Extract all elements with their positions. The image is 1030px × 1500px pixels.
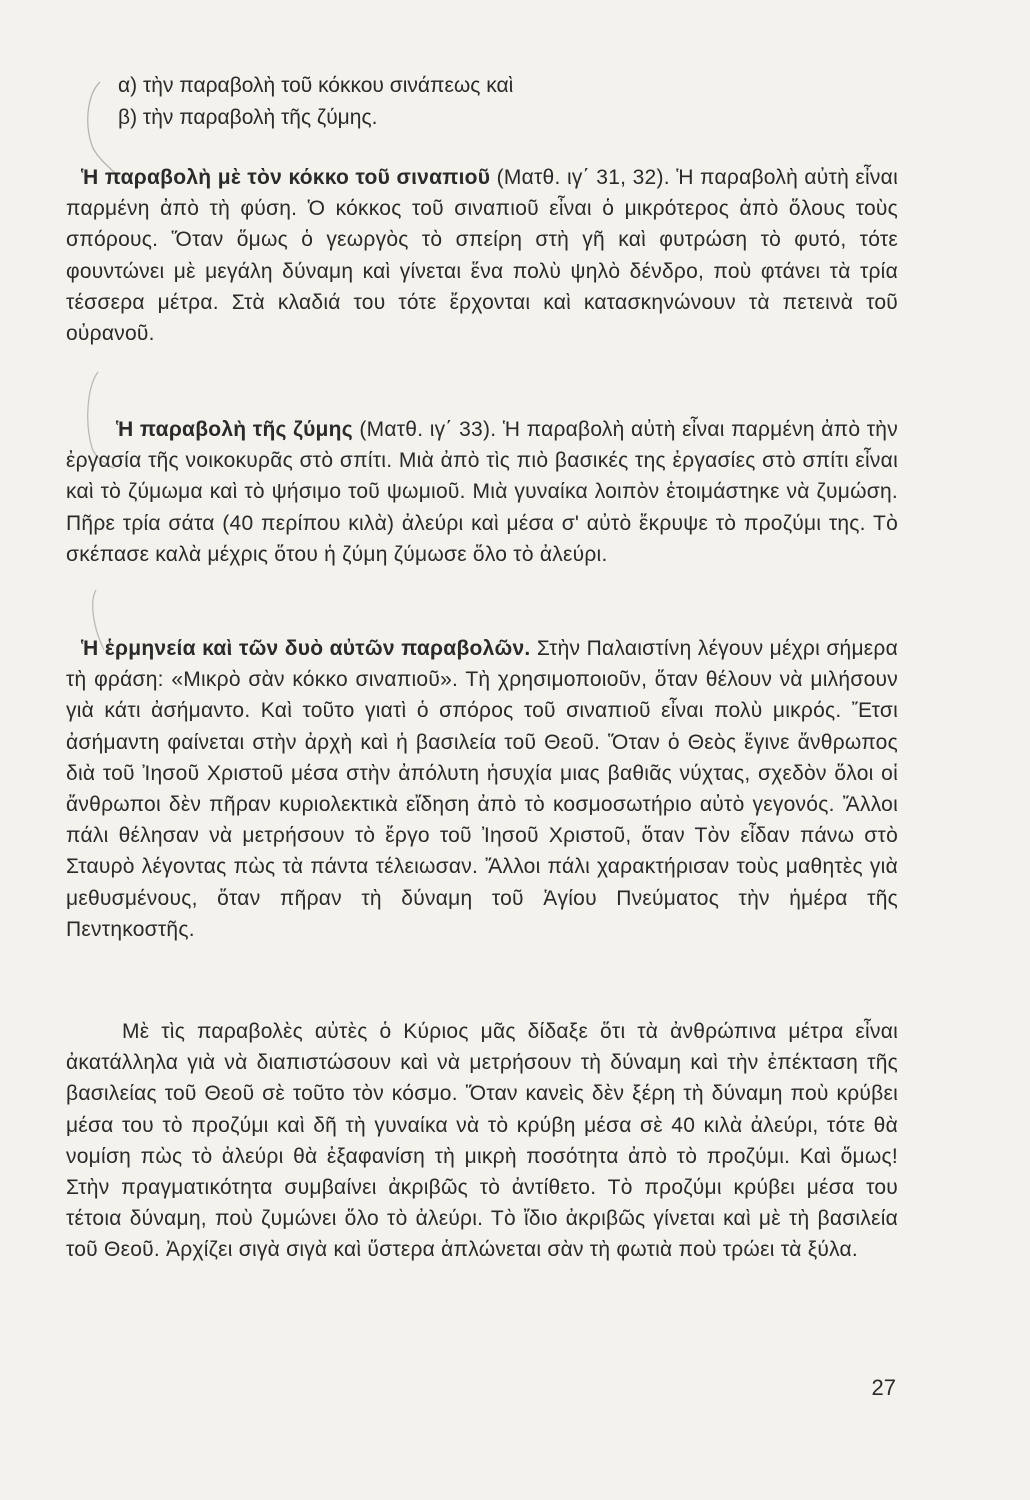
list-item-b: β) τὴν παραβολὴ τῆς ζύμης. (118, 106, 378, 129)
page-number: 27 (871, 1375, 896, 1400)
paragraph-conclusion (66, 1016, 898, 1266)
heading-interpretation: Ἡ ἑρμηνεία καὶ τῶν δυὸ αὐτῶν παραβολῶν. (81, 637, 531, 660)
body-conclusion: Μὲ τὶς παραβολὲς αὐτὲς ὁ Κύριος μᾶς δίδαξε ὅτι τὰ ἀνθρώπινα μέτρα εἶναι ἀκατάλληλα γιὰ νὰ διαπιστώσουν καὶ νὰ μετρήσουν τὴ δύναμη καὶ τὴν ἐπέκταση τῆς βασιλείας τοῦ Θεοῦ σὲ τοῦτο τὸν κόσμο. Ὅταν κανεὶς δὲν ξέρη τὴ δύναμη ποὺ κρύβει μέσα του τὸ προζύμι καὶ δῆ τὴ γυναίκα νὰ τὸ κρύβη μέσα σὲ 40 κιλὰ ἀλεύρι, τότε θὰ νομίση πὼς τὸ ἀλεύρι θὰ ἐξαφανίση τὴ μικρὴ ποσότητα ἀπὸ τὸ προζύμι. Καὶ ὅμως! Στὴν πραγματικότητα συμβαίνει ἀκριβῶς τὸ ἀντίθετο. Τὸ προζύμι κρύβει μέσα του τέτοια δύναμη, ποὺ ζυμώνει ὅλο τὸ ἀλεύρι. Τὸ ἴδιο ἀκριβῶς γίνεται καὶ μὲ τὴ βασιλεία τοῦ Θεοῦ. Ἀρχίζει σιγὰ σιγὰ καὶ ὕστερα ἁπλώνεται σὰν τὴ φωτιὰ ποὺ τρώει τὰ ξύλα. (66, 1020, 898, 1262)
body-leaven: (Ματθ. ιγ΄ 33). Ἡ παραβολὴ αὐτὴ εἶναι παρμένη ἀπὸ τὴν ἐργασία τῆς νοικοκυρᾶς στὸ σπίτι. Μιὰ ἀπὸ τὶς πιὸ βασικές της ἐργασίες στὸ σπίτι εἶναι καὶ τὸ ζύμωμα καὶ τὸ ψήσιμο τοῦ ψωμιοῦ. Μιὰ γυναίκα λοιπὸν ἑτοιμάστηκε νὰ ζυμώση. Πῆρε τρία σάτα (40 περίπου κιλὰ) ἀλεύρι καὶ μέσα σ' αὐτὸ ἔκρυψε τὸ προζύμι της. Τὸ σκέπασε καλὰ μέχρις ὅτου ἡ ζύμη ζύμωσε ὅλο τὸ ἀλεύρι. (66, 418, 898, 566)
body-interpretation: Στὴν Παλαιστίνη λέγουν μέχρι σήμερα τὴ φράση: «Μικρὸ σὰν κόκκο σιναπιοῦ». Τὴ χρησιμοποιοῦν, ὅταν θέλουν νὰ μιλήσουν γιὰ κάτι ἀσήμαντο. Καὶ τοῦτο γιατὶ ὁ σπόρος τοῦ σιναπιοῦ εἶναι πολὺ μικρός. Ἔτσι ἀσήμαντη φαίνεται στὴν ἀρχὴ καὶ ἡ βασιλεία τοῦ Θεοῦ. Ὅταν ὁ Θεὸς ἔγινε ἄνθρωπος διὰ τοῦ Ἰησοῦ Χριστοῦ μέσα στὴν ἀπόλυτη ἡσυχία μιας βαθιᾶς νύχτας, σχεδὸν ὅλοι οἱ ἄνθρωποι δὲν πῆραν κυριολεκτικὰ εἴδηση ἀπὸ τὸ κοσμοσωτήριο αὐτὸ γεγονός. Ἄλλοι πάλι θέλησαν νὰ μετρήσουν τὸ ἔργο τοῦ Ἰησοῦ Χριστοῦ, ὅταν Τὸν εἶδαν πάνω στὸ Σταυρὸ λέγοντας πὼς τὰ πάντα τέλειωσαν. Ἄλλοι πάλι χαρακτήρισαν τοὺς μαθητὲς γιὰ μεθυσμένους, ὅταν πῆραν τὴ δύναμη τοῦ Ἁγίου Πνεύματος τὴν ἡμέρα τῆς Πεντηκοστῆς. (66, 637, 899, 941)
heading-mustard-seed: Ἡ παραβολὴ μὲ τὸν κόκκο τοῦ σιναπιοῦ (81, 166, 491, 189)
body-mustard-seed: (Ματθ. ιγ΄ 31, 32). Ἡ παραβολὴ αὐτὴ εἶναι παρμένη ἀπὸ τὴ φύση. Ὁ κόκκος τοῦ σιναπιοῦ εἶναι ὁ μικρότερος ἀπὸ ὅλους τοὺς σπόρους. Ὅταν ὅμως ὁ γεωργὸς τὸ σπείρη στὴ γῆ καὶ φυτρώση τὸ φυτό, τότε φουντώνει μὲ μεγάλη δύναμη καὶ γίνεται ἕνα πολὺ ψηλὸ δένδρο, ποὺ φτάνει τὰ τρία τέσσερα μέτρα. Στὰ κλαδιά του τότε ἔρχονται καὶ κατασκηνώνουν τὰ πετεινὰ τοῦ οὐρανοῦ. (66, 166, 898, 346)
heading-leaven: Ἡ παραβολὴ τῆς ζύμης (116, 418, 353, 441)
paragraph-interpretation (66, 633, 898, 945)
list-item-a: α) τὴν παραβολὴ τοῦ κόκκου σινάπεως καὶ (118, 74, 514, 97)
paragraph-mustard-seed (66, 162, 898, 349)
paragraph-leaven (66, 414, 898, 570)
